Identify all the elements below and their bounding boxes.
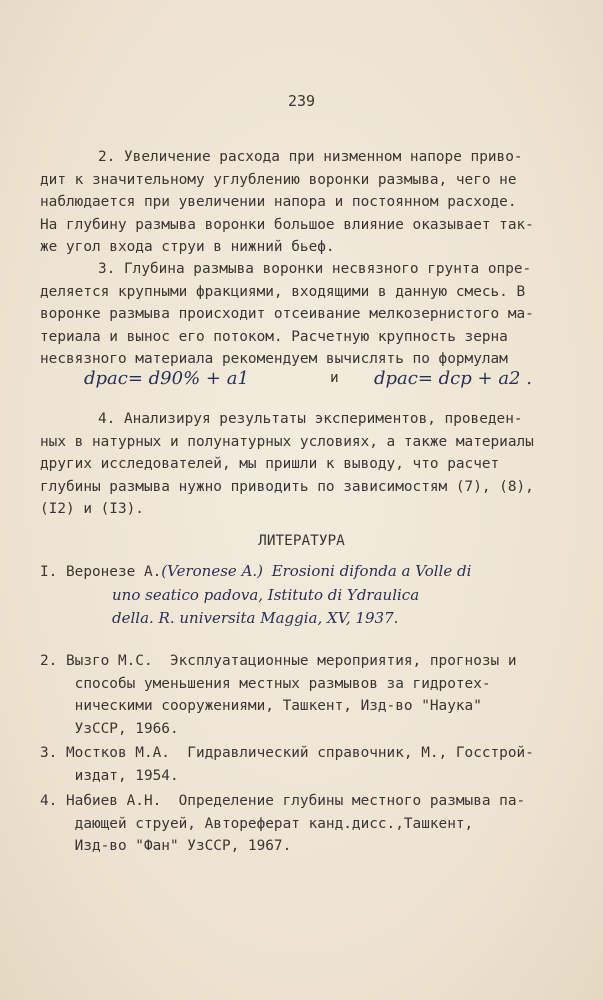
- formula-2: dрас= dср + a2 .: [374, 368, 532, 389]
- text-line: наблюдается при увеличении напора и постоянном расходе.: [40, 194, 517, 210]
- text-line: дающей струей, Автореферат канд.дисс.,Ташкент,: [40, 815, 474, 832]
- text-line: териала и вынос его потоком. Расчетную крупность зерна: [40, 328, 508, 345]
- handwritten-formulas: [84, 368, 544, 396]
- text-line: УзССР, 1966.: [40, 720, 179, 737]
- reference-1-typed: I. Веронезе А.: [40, 564, 162, 580]
- text-line: дит к значительному углублению воронки размыва, чего не: [40, 171, 517, 188]
- text-line: ническими сооружениями, Ташкент, Изд-во "Наука": [40, 698, 482, 714]
- reference-1-line: [40, 560, 580, 584]
- reference-3: [40, 742, 570, 787]
- text-line: (I2) и (I3).: [40, 501, 144, 517]
- paragraph-3: [40, 258, 565, 371]
- paragraph-2: [40, 146, 565, 259]
- text-line: же угол входа струи в нижний бьеф.: [40, 239, 335, 255]
- text-line: 4. Анализируя результаты экспериментов, проведен-: [98, 411, 523, 427]
- reference-1: [40, 560, 580, 630]
- text-line: 3. Глубина размыва воронки несвязного грунта опре-: [98, 261, 532, 277]
- paragraph-4: [40, 408, 565, 521]
- text-line: Изд-во "Фан" УзССР, 1967.: [40, 838, 292, 854]
- formula-conjunction: и: [330, 370, 339, 386]
- reference-1-handwritten-title: Erosioni difonda a Volle di: [271, 562, 472, 580]
- text-line: издат, 1954.: [40, 767, 179, 784]
- reference-1-handwritten-author: (Veronese A.): [161, 562, 264, 580]
- references-heading: ЛИТЕРАТУРА: [258, 533, 345, 549]
- text-line: ных в натурных и полунатурных условиях, а также материалы: [40, 433, 534, 450]
- reference-1-handwritten-line: della. R. universita Maggia, XV, 1937.: [112, 609, 399, 627]
- text-line: несвязного материала рекомендуем вычислять по формулам: [40, 351, 508, 367]
- text-line: глубины размыва нужно приводить по зависимостям (7), (8),: [40, 478, 534, 495]
- reference-2: [40, 650, 570, 740]
- reference-1-handwritten-line: uno seatico padova, Istituto di Ydraulica: [112, 586, 420, 604]
- reference-4: [40, 790, 570, 858]
- text-line: 4. Набиев А.Н. Определение глубины местного размыва па-: [40, 793, 526, 809]
- text-line: 2. Вызго М.С. Эксплуатационные мероприятия, прогнозы и: [40, 653, 517, 669]
- text-line: деляется крупными фракциями, входящими в данную смесь. В: [40, 283, 526, 300]
- text-line: других исследователей, мы пришли к выводу, что расчет: [40, 456, 500, 472]
- text-line: воронке размыва происходит отсеивание мелкозернистого ма-: [40, 306, 534, 322]
- text-line: 2. Увеличение расхода при низменном напоре приво-: [98, 149, 523, 165]
- page-number: 239: [287, 92, 316, 110]
- text-line: На глубину размыва воронки большое влияние оказывает так-: [40, 216, 534, 233]
- text-line: 3. Мостков М.А. Гидравлический справочник, М., Госстрой-: [40, 745, 534, 761]
- text-line: способы уменьшения местных размывов за гидротех-: [40, 675, 491, 692]
- formula-1: dрас= d90% + a1: [84, 368, 249, 389]
